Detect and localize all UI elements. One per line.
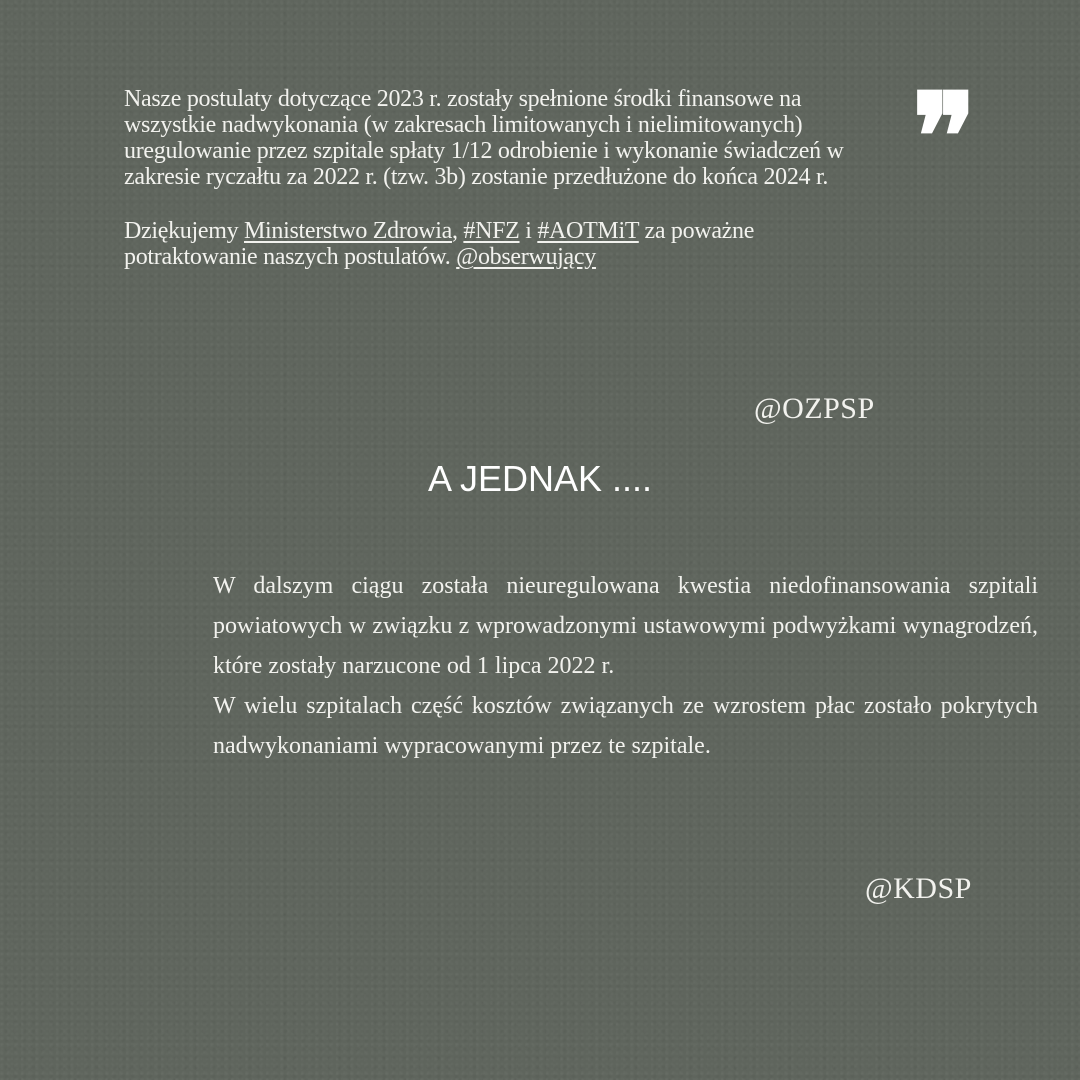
separator-and: i — [519, 218, 538, 244]
thanks-suffix: za poważne potraktowanie naszych postulatów. — [124, 218, 755, 270]
hashtag-aotmit[interactable]: #AOTMiT — [537, 218, 639, 244]
body-paragraph-2: W wielu szpitalach część kosztów związanych ze wzrostem płac zostało pokrytych nadwykonaniami wypracowanymi przez te szpitale. — [213, 693, 1038, 759]
headline: A JEDNAK .... — [427, 458, 653, 499]
link-ministerstwo-zdrowia[interactable]: Ministerstwo Zdrowia — [244, 218, 452, 244]
separator-comma: , — [451, 218, 464, 244]
hashtag-nfz[interactable]: #NFZ — [463, 218, 520, 244]
mention-followers[interactable]: @obserwujący — [456, 244, 596, 270]
quote-paragraph: Nasze postulaty dotyczące 2023 r. zostały spełnione środki finansowe na wszystkie nadwykonania (w zakresach limitowanych i nielimitowanych) uregulowanie przez szpitale spłaty 1/12 odrobienie i wykonanie świadczeń w zakresie ryczałtu za 2022 r. (tzw. 3b) zostanie przedłużone do końca 2024 r. — [124, 86, 844, 190]
body-paragraph-1: W dalszym ciągu została nieuregulowana kwestia niedofinansowania szpitali powiatowych w związku z wprowadzonymi ustawowymi podwyżkami wynagrodzeń, które zostały narzucone od 1 lipca 2022 r. — [213, 573, 1038, 679]
quote-mark-icon: ❞ — [912, 67, 977, 208]
quoted-post — [124, 86, 884, 270]
thanks-prefix: Dziękujemy — [124, 218, 244, 244]
handle-kdsp: @KDSP — [865, 872, 972, 905]
body-text — [213, 566, 1038, 766]
thanks-paragraph — [124, 218, 884, 270]
handle-ozpsp: @OZPSP — [754, 392, 875, 425]
